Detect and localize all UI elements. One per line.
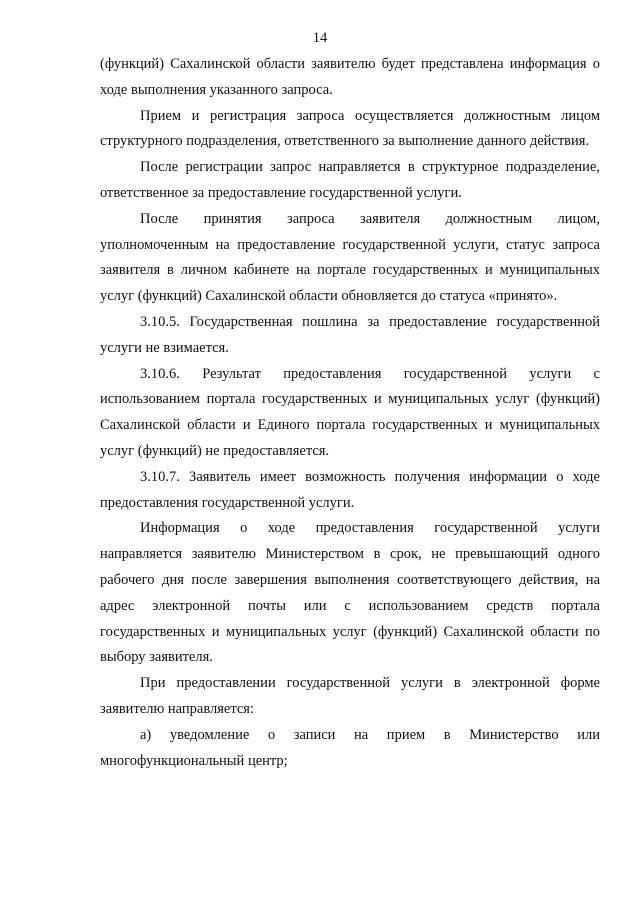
paragraph-9: При предоставлении государственной услуги в электронной форме заявителю направляется: (100, 675, 600, 717)
document-body (100, 52, 600, 774)
paragraph-4: После принятия запроса заявителя должностным лицом, уполномоченным на предоставление государственной услуги, статус запроса заявителя в личном кабинете на портале государственных и муниципальных услуг (функций) Сахалинской области обновляется до статуса «принято». (100, 210, 600, 305)
paragraph-8: Информация о ходе предоставления государственной услуги направляется заявителю Министерством в срок, не превышающий одного рабочего дня после завершения выполнения соответствующего действия, на адрес электронной почты или с использованием средств портала государственных и муниципальных услуг (функций) Сахалинской области по выбору заявителя. (100, 520, 600, 666)
paragraph-10: а) уведомление о записи на прием в Министерство или многофункциональный центр; (100, 726, 600, 769)
page-number: 14 (312, 30, 328, 46)
paragraph-1: (функций) Сахалинской области заявителю будет представлена информация о ходе выполнения указанного запроса. (100, 56, 600, 98)
paragraph-3: После регистрации запрос направляется в структурное подразделение, ответственное за предоставление государственной услуги. (100, 159, 600, 201)
paragraph-5: 3.10.5. Государственная пошлина за предоставление государственной услуги не взимается. (100, 313, 600, 356)
paragraph-6: 3.10.6. Результат предоставления государственной услуги с использованием портала государственных и муниципальных услуг (функций) Сахалинской области и Единого портала государственных и муниципальных услуг (функций) не предоставляется. (100, 365, 600, 459)
paragraph-2: Прием и регистрация запроса осуществляется должностным лицом структурного подразделения, ответственного за выполнение данного действия. (100, 107, 600, 150)
paragraph-7: 3.10.7. Заявитель имеет возможность получения информации о ходе предоставления государственной услуги. (100, 468, 600, 511)
